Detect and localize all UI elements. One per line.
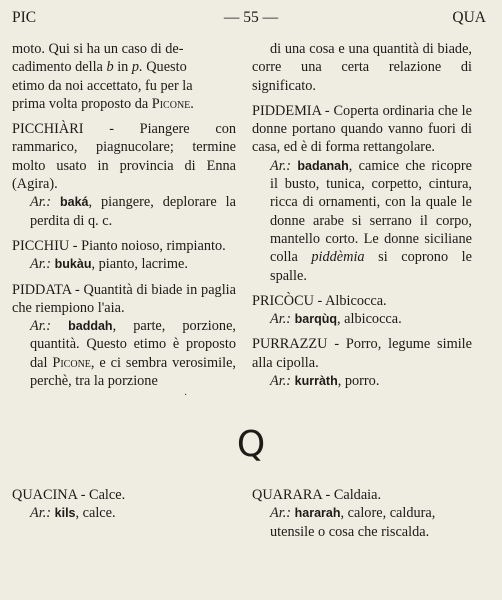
headword: PIDDATA <box>12 281 72 298</box>
arabic-word: badanah <box>297 158 349 173</box>
entry-purrazzu <box>252 335 472 390</box>
arabic-word: baddah <box>68 319 113 334</box>
entry-pricocu <box>252 292 472 329</box>
arabic-word: barqùq <box>294 312 337 327</box>
entry-piddemia <box>252 102 472 285</box>
headword: PICCHIU <box>12 237 70 254</box>
arabic-word: kils <box>54 506 76 521</box>
left-column <box>12 40 236 397</box>
entry-picchiu <box>12 237 236 274</box>
entry-piddata <box>12 281 236 391</box>
headword: PRICÒCU <box>252 292 314 309</box>
print-speck: · <box>184 390 188 401</box>
text-line: moto. Qui si ha un caso di de- <box>12 41 184 57</box>
running-head-left: PIC <box>12 9 37 26</box>
continued-entry: di una cosa e una quantità di biade, corre una certa relazione di significato. <box>252 41 472 94</box>
author-name: Picone. <box>151 95 194 112</box>
entry-quacina <box>12 486 236 523</box>
arabic-word: hararah <box>294 506 341 521</box>
headword: PURRAZZU <box>252 336 328 353</box>
arabic-etymology: Ar.: baká, piangere, deplorare la perdita di q. c. <box>30 194 236 229</box>
arabic-word: bukàu <box>54 257 92 272</box>
section-letter: Q <box>236 424 266 465</box>
definition: - Quantità di biade in paglia che riempiono l'aia. <box>12 281 236 316</box>
headword: QUACINA <box>12 487 78 503</box>
text-line: cadimento della b in p. Questo <box>12 59 187 76</box>
entry-picchiari <box>12 120 236 230</box>
text-line: prima volta proposto da Picone. <box>12 95 194 112</box>
definition: - Porro, legume simile alla cipolla. <box>252 336 472 371</box>
arabic-etymology: Ar.: baddah, parte, porzione, quantità. Questo etimo è proposto dal Picone, e ci sembra verosimile, perchè, tra la porzione <box>30 318 236 390</box>
definition: - Caldaia. <box>321 487 382 503</box>
headword: PICCHIÀRI <box>12 121 84 138</box>
right-column <box>252 40 472 397</box>
definition: - Albicocca. <box>313 292 387 309</box>
arabic-word: baká <box>60 195 89 210</box>
arabic-etymology: Ar.: barqùq, albicocca. <box>270 311 402 328</box>
text-line: etimo da noi accettato, fu per la <box>12 77 193 94</box>
arabic-etymology: Ar.: bukàu, pianto, lacrime. <box>30 256 188 273</box>
headword: QUARARA <box>252 487 322 503</box>
arabic-etymology: Ar.: kurràth, porro. <box>270 373 380 390</box>
continued-entry <box>12 40 236 113</box>
definition: - Piangere con rammarico, piagnucolare; termine molto usato in provincia di Enna (Agira). <box>12 121 236 193</box>
definition: - Coperta ordinaria che le donne portano quando vanno fuori di casa, ed è di forma rettangolare. <box>252 102 472 156</box>
headword: PIDDEMIA <box>252 102 322 119</box>
definition: - Pianto noioso, rimpianto. <box>69 237 226 254</box>
entry-quarara <box>252 486 480 541</box>
definition: - Calce. <box>77 487 126 503</box>
running-head-right: QUA <box>452 9 486 26</box>
arabic-etymology: Ar.: hararah, calore, caldura, utensile o cosa che riscalda. <box>270 505 436 540</box>
arabic-etymology: Ar.: badanah, camice che ricopre il busto, tunica, corpetto, cintura, ricca di ornamenti, con la quale le donne arabe si serrano il corpo, mantello corto. Le donne siciliane colla piddèmia si coprono le spalle. <box>270 157 472 284</box>
arabic-etymology: Ar.: kils, calce. <box>30 505 116 522</box>
author-name: Picone <box>52 354 91 371</box>
arabic-word: kurràth <box>294 374 338 389</box>
page-number: — 55 — <box>223 9 279 26</box>
